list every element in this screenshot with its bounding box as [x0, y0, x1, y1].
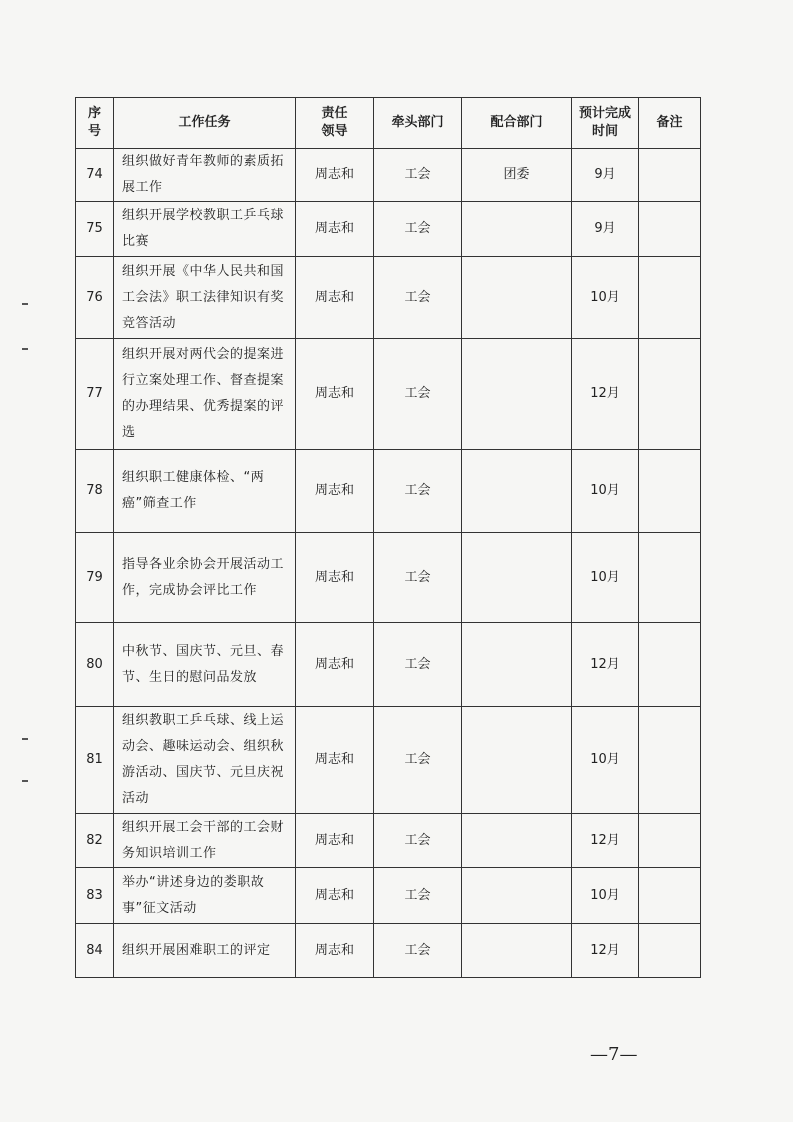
cell-note — [639, 814, 701, 868]
cell-task: 组织开展学校教职工乒乓球比赛 — [114, 202, 296, 257]
cell-coop-dept — [462, 257, 572, 339]
table-header-row — [76, 98, 701, 149]
cell-coop-dept — [462, 339, 572, 450]
table-row — [76, 707, 701, 814]
cell-due: 12月 — [572, 339, 639, 450]
cell-note — [639, 450, 701, 533]
cell-leader: 周志和 — [296, 707, 374, 814]
cell-due: 9月 — [572, 202, 639, 257]
cell-task: 组织教职工乒乓球、线上运动会、趣味运动会、组织秋游活动、国庆节、元旦庆祝活动 — [114, 707, 296, 814]
cell-leader: 周志和 — [296, 924, 374, 978]
cell-coop-dept — [462, 202, 572, 257]
cell-coop-dept — [462, 814, 572, 868]
cell-coop-dept — [462, 623, 572, 707]
cell-due: 10月 — [572, 533, 639, 623]
cell-seq: 76 — [76, 257, 114, 339]
table-row — [76, 202, 701, 257]
cell-note — [639, 149, 701, 202]
cell-due: 10月 — [572, 257, 639, 339]
cell-lead-dept: 工会 — [374, 533, 462, 623]
table-row — [76, 924, 701, 978]
cell-leader: 周志和 — [296, 257, 374, 339]
scan-mark — [22, 348, 28, 350]
cell-seq: 82 — [76, 814, 114, 868]
cell-seq: 77 — [76, 339, 114, 450]
header-lead-dept: 牵头部门 — [374, 98, 462, 149]
cell-coop-dept — [462, 533, 572, 623]
cell-leader: 周志和 — [296, 814, 374, 868]
cell-task: 组织做好青年教师的素质拓展工作 — [114, 149, 296, 202]
scan-mark — [22, 738, 28, 740]
header-due: 预计完成时间 — [572, 98, 639, 149]
cell-task: 举办“讲述身边的娄职故事”征文活动 — [114, 868, 296, 924]
cell-leader: 周志和 — [296, 339, 374, 450]
cell-leader: 周志和 — [296, 533, 374, 623]
table-row — [76, 149, 701, 202]
cell-note — [639, 707, 701, 814]
cell-leader: 周志和 — [296, 623, 374, 707]
scan-mark — [22, 780, 28, 782]
header-leader: 责任领导 — [296, 98, 374, 149]
cell-seq: 74 — [76, 149, 114, 202]
cell-due: 10月 — [572, 707, 639, 814]
cell-lead-dept: 工会 — [374, 339, 462, 450]
table-row — [76, 814, 701, 868]
table-row — [76, 450, 701, 533]
cell-seq: 81 — [76, 707, 114, 814]
page-number: —7— — [590, 1044, 638, 1065]
table-row — [76, 257, 701, 339]
header-coop-dept: 配合部门 — [462, 98, 572, 149]
work-task-table — [75, 97, 701, 978]
cell-task: 组织开展对两代会的提案进行立案处理工作、督查提案的办理结果、优秀提案的评选 — [114, 339, 296, 450]
cell-coop-dept — [462, 707, 572, 814]
cell-note — [639, 868, 701, 924]
cell-seq: 75 — [76, 202, 114, 257]
cell-leader: 周志和 — [296, 450, 374, 533]
cell-leader: 周志和 — [296, 868, 374, 924]
cell-due: 10月 — [572, 450, 639, 533]
cell-coop-dept — [462, 868, 572, 924]
cell-leader: 周志和 — [296, 202, 374, 257]
cell-lead-dept: 工会 — [374, 814, 462, 868]
cell-note — [639, 533, 701, 623]
cell-task: 中秋节、国庆节、元旦、春节、生日的慰问品发放 — [114, 623, 296, 707]
header-note: 备注 — [639, 98, 701, 149]
cell-coop-dept — [462, 450, 572, 533]
cell-coop-dept — [462, 924, 572, 978]
cell-due: 12月 — [572, 814, 639, 868]
cell-task: 组织开展《中华人民共和国工会法》职工法律知识有奖竞答活动 — [114, 257, 296, 339]
table-row — [76, 868, 701, 924]
cell-note — [639, 339, 701, 450]
cell-due: 12月 — [572, 623, 639, 707]
cell-note — [639, 623, 701, 707]
cell-lead-dept: 工会 — [374, 707, 462, 814]
table-row — [76, 623, 701, 707]
cell-lead-dept: 工会 — [374, 149, 462, 202]
cell-lead-dept: 工会 — [374, 450, 462, 533]
cell-due: 12月 — [572, 924, 639, 978]
cell-leader: 周志和 — [296, 149, 374, 202]
cell-due: 9月 — [572, 149, 639, 202]
cell-lead-dept: 工会 — [374, 623, 462, 707]
cell-lead-dept: 工会 — [374, 868, 462, 924]
cell-lead-dept: 工会 — [374, 202, 462, 257]
header-task: 工作任务 — [114, 98, 296, 149]
cell-task: 组织开展困难职工的评定 — [114, 924, 296, 978]
cell-note — [639, 257, 701, 339]
cell-note — [639, 202, 701, 257]
scan-mark — [22, 303, 28, 305]
header-seq: 序号 — [76, 98, 114, 149]
cell-task: 组织开展工会干部的工会财务知识培训工作 — [114, 814, 296, 868]
cell-due: 10月 — [572, 868, 639, 924]
cell-seq: 78 — [76, 450, 114, 533]
cell-seq: 83 — [76, 868, 114, 924]
table-row — [76, 533, 701, 623]
cell-lead-dept: 工会 — [374, 924, 462, 978]
cell-note — [639, 924, 701, 978]
table-row — [76, 339, 701, 450]
cell-task: 指导各业余协会开展活动工作，完成协会评比工作 — [114, 533, 296, 623]
cell-coop-dept: 团委 — [462, 149, 572, 202]
cell-lead-dept: 工会 — [374, 257, 462, 339]
cell-seq: 84 — [76, 924, 114, 978]
cell-task: 组织职工健康体检、“两癌”筛查工作 — [114, 450, 296, 533]
cell-seq: 79 — [76, 533, 114, 623]
cell-seq: 80 — [76, 623, 114, 707]
